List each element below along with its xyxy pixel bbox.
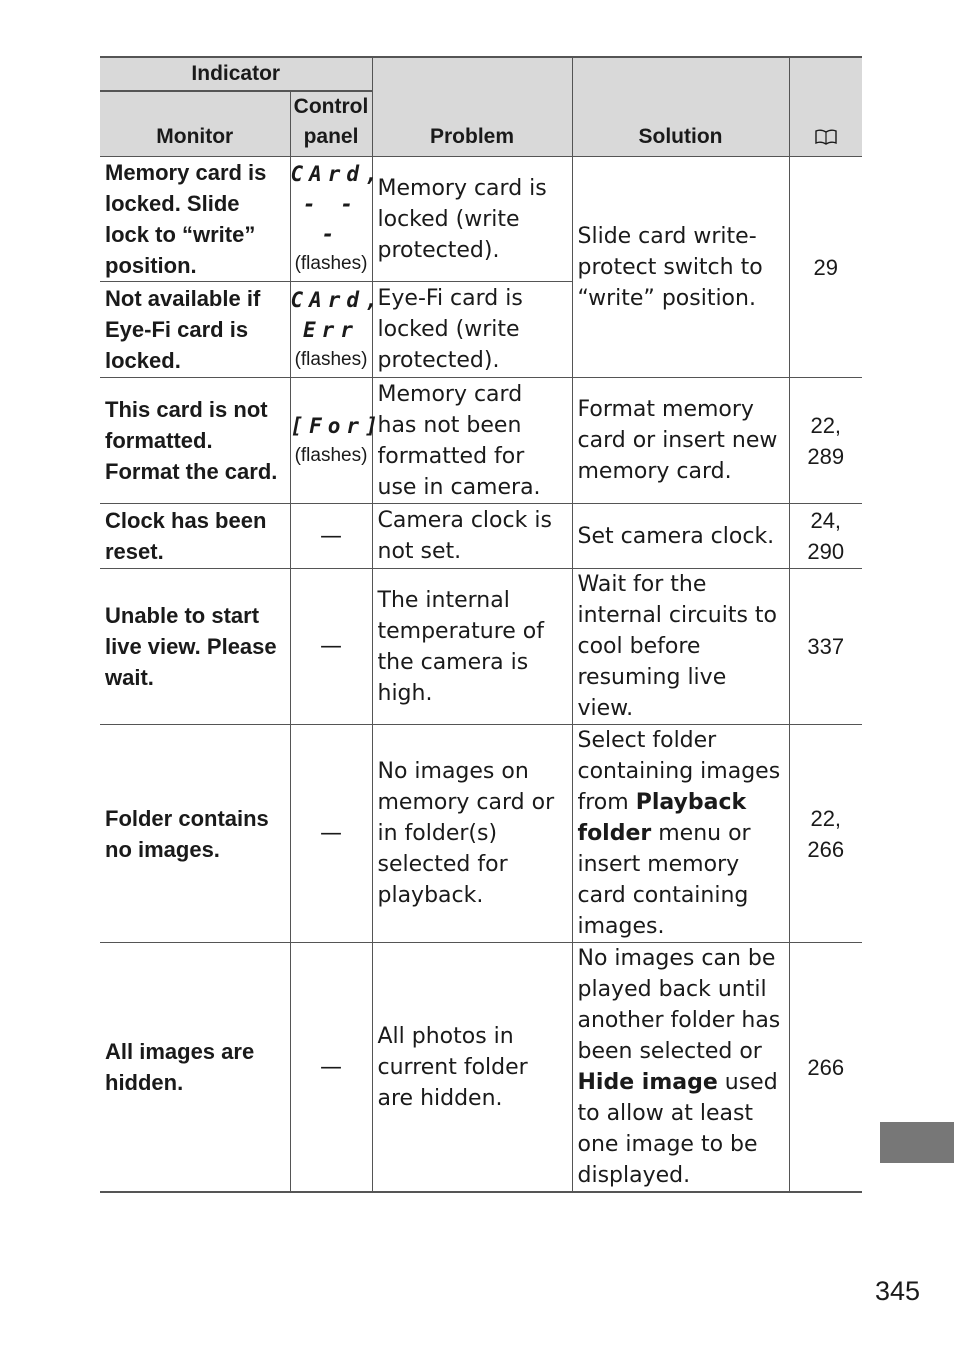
book-icon <box>815 129 837 145</box>
section-tab <box>880 1122 954 1163</box>
lcd-text: - - - <box>303 192 359 246</box>
solution-text-part: Select folder containing images from <box>577 728 781 815</box>
solution-text <box>572 725 789 943</box>
problem-text: All photos in current folder are hidden. <box>372 943 572 1193</box>
flashes-note: (flashes) <box>294 253 368 274</box>
page-reference: 29 <box>789 157 862 378</box>
lcd-text: CArd, <box>290 287 384 312</box>
control-panel-indicator: — <box>290 943 372 1193</box>
page-number: 345 <box>874 1276 920 1306</box>
problem-text: The internal temperature of the camera is high. <box>372 569 572 725</box>
solution-text-part: menu or insert memory card containing images. <box>577 821 751 939</box>
problem-text: Memory card is locked (write protected). <box>372 157 572 282</box>
header-control-panel: Control panel <box>290 91 372 157</box>
monitor-line: This card is not formatted. <box>105 397 268 453</box>
control-panel-indicator: — <box>290 569 372 725</box>
lcd-text: [For] <box>290 413 384 438</box>
page-reference: 22, 266 <box>789 725 862 943</box>
monitor-message: Unable to start live view. Please wait. <box>100 569 290 725</box>
control-panel-indicator: — <box>290 504 372 569</box>
solution-text: Format memory card or insert new memory card. <box>572 378 789 504</box>
solution-text-part: No images can be played back until another folder has been selected or <box>577 946 781 1064</box>
menu-name: Playback folder <box>577 790 747 846</box>
solution-text-part: used to allow at least one image to be displayed. <box>577 1070 778 1188</box>
solution-text: Wait for the internal circuits to cool before resuming live view. <box>572 569 789 725</box>
lcd-text: Err <box>303 317 359 342</box>
header-monitor: Monitor <box>100 91 290 157</box>
flashes-note: (flashes) <box>294 444 368 466</box>
lcd-text: CArd, <box>290 162 384 186</box>
problem-text: Eye-Fi card is locked (write protected). <box>372 282 572 378</box>
monitor-message: All images are hidden. <box>100 943 290 1193</box>
page-reference: 22, 289 <box>789 378 862 504</box>
page-reference: 24, 290 <box>789 504 862 569</box>
control-panel-indicator <box>290 157 384 282</box>
control-panel-indicator <box>290 282 384 378</box>
error-message-table <box>100 56 862 1193</box>
header-indicator: Indicator <box>100 57 372 91</box>
monitor-message: Folder contains no images. <box>100 725 290 943</box>
menu-name: Hide image <box>577 1070 718 1095</box>
page-reference: 337 <box>789 569 862 725</box>
control-panel-indicator <box>290 378 384 504</box>
problem-text: Camera clock is not set. <box>372 504 572 569</box>
monitor-message: Memory card is locked. Slide lock to “write” position. <box>100 157 290 282</box>
solution-text <box>572 943 789 1193</box>
header-page-ref <box>789 57 862 157</box>
monitor-message: Clock has been reset. <box>100 504 290 569</box>
monitor-message: Not available if Eye-Fi card is locked. <box>100 282 290 378</box>
flashes-note: (flashes) <box>294 348 368 370</box>
problem-text: No images on memory card or in folder(s) selected for playback. <box>372 725 572 943</box>
problem-text: Memory card has not been formatted for use in camera. <box>372 378 572 504</box>
monitor-message <box>100 378 290 504</box>
solution-text: Slide card write-protect switch to “write” position. <box>572 157 789 378</box>
control-panel-indicator: — <box>290 725 372 943</box>
header-problem: Problem <box>372 57 572 157</box>
page-reference: 266 <box>789 943 862 1193</box>
header-solution: Solution <box>572 57 789 157</box>
monitor-line: Format the card. <box>105 459 278 484</box>
solution-text: Set camera clock. <box>572 504 789 569</box>
